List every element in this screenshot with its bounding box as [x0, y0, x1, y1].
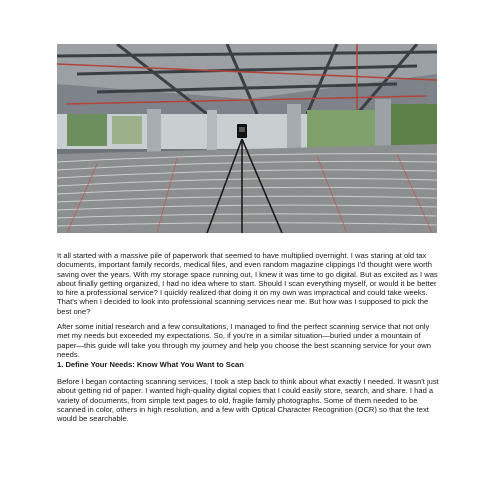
paragraph-define-needs: Before I began contacting scanning services, I took a step back to think about what exactly I needed. It wasn't just about getting rid of paper. I wanted high-quality digital copies that I could easily store, search, and share. I had a variety of documents, from simple text pages to old, fragile family photographs. Some of them needed to be scanned in color, others in high resolution, and a few with Optical Character Recognition (OCR) so that the text would be searchable. [57, 377, 439, 424]
construction-site-image [57, 44, 437, 233]
paragraph-research: After some initial research and a few consultations, I managed to find the perfect scanning service that not only met my needs but exceeded my expectations. So, if you're in a similar situation—buried under a mountain of paper—this guide will take you through my journey and help you choose the best scanning service for your own needs. [57, 322, 431, 359]
paragraph-intro: It all started with a massive pile of paperwork that seemed to have multiplied overnight. I was staring at old tax documents, important family records, medical files, and even random magazine clippings I'd thought were worth saving over the years. With my storage space running out, I knew it was time to go digital. But as excited as I was about finally getting organized, I had no idea where to start. Should I scan everything myself, or would it be better to hire a professional service? I quickly realized that doing it on my own was impractical and could take weeks. That's when I decided to look into professional scanning services near me. But how was I supposed to pick the best one? [57, 251, 438, 316]
article-photo [57, 44, 437, 233]
section-heading: 1. Define Your Needs: Know What You Want to Scan [57, 360, 244, 369]
